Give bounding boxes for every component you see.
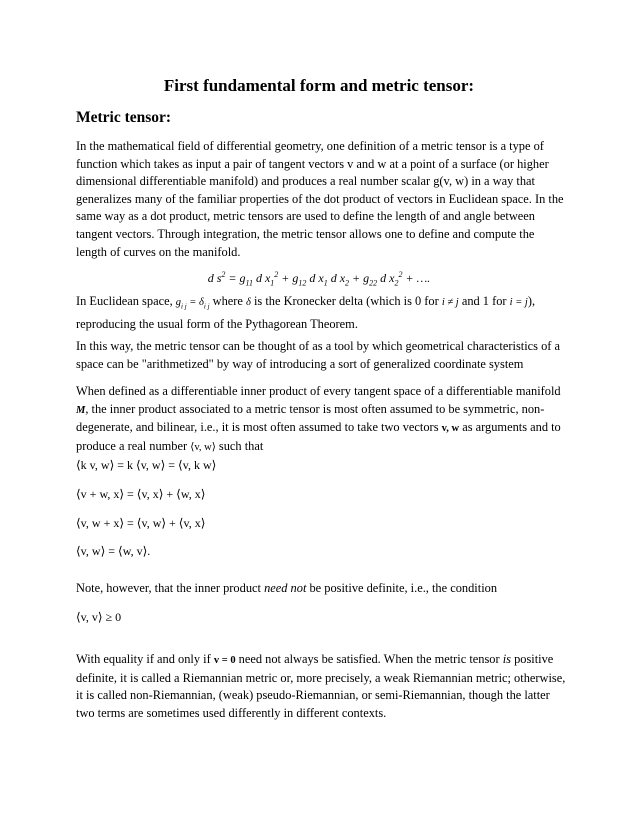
paragraph-note: Note, however, that the inner product need not be positive definite, i.e., the condition [76,581,498,595]
equation-right-additivity: ⟨v, w + x⟩ = ⟨v, w⟩ + ⟨v, x⟩ [76,516,206,530]
equation-left-additivity: ⟨v + w, x⟩ = ⟨v, x⟩ + ⟨w, x⟩ [76,487,206,501]
paragraph-arithmetized: In this way, the metric tensor can be thought of as a tool by which geometrical characteristics of a space can be "arithmetized" by way of introducing a sort of generalized coordinate system [76,339,560,371]
equation-symmetry: ⟨v, w⟩ = ⟨w, v⟩. [76,544,151,558]
paragraph-inner-product: When defined as a differentiable inner product of every tangent space of a differentiable manifold M, the inner product associated to a metric tensor is most often assumed to be symmetric, non-degenerate, and bilinear, i.e., it is most often assumed to take two vectors v, w as arguments and to produce a real number ⟨v, w⟩ such that [76,384,561,453]
equation-scalar: ⟨k v, w⟩ = k ⟨v, w⟩ = ⟨v, k w⟩ [76,458,217,472]
equation-positivity: ⟨v, v⟩ ≥ 0 [76,610,122,624]
document-title: First fundamental form and metric tensor: [163,76,475,95]
paragraph-riemannian: With equality if and only if v = 0 need not always be satisfied. When the metric tensor is positive definite, it is called a Riemannian metric or, more precisely, a weak Riemannian metric; otherwise, it is called non-Riemannian, (weak) pseudo-Riemannian, or semi-Riemannian, though the latter two terms are sometimes used differently in different contexts. [76,652,566,720]
paragraph-definition: In the mathematical field of differential geometry, one definition of a metric tensor is a type of function which takes as input a pair of tangent vectors v and w at a point of a surface (or higher dimensional differentiable manifold) and produces a real number scalar g(v, w) in a way that generalizes many of the familiar properties of the dot product of vectors in Euclidean space. In the same way as a dot product, metric tensors are used to define the length of and angle between tangent vectors. Through integration, the metric tensor allows one to define and compute the length of curves on the manifold. [76,139,564,259]
section-heading: Metric tensor: [76,109,172,126]
paragraph-euclidean: In Euclidean space, $g_{i j} = \delta_{i j}$ where δ is the Kronecker delta (which is 0 for i ≠ j and 1 for i = j), reproducing the usual form of the Pythagorean Theorem. [76,294,536,332]
line-element-formula: d $s^2 = g_{11}$ d $x_1^2 + g_{12}$ d $x_1$ d $x_2 + g_{22}$ d $x_2^2$ + …. [207,270,431,288]
